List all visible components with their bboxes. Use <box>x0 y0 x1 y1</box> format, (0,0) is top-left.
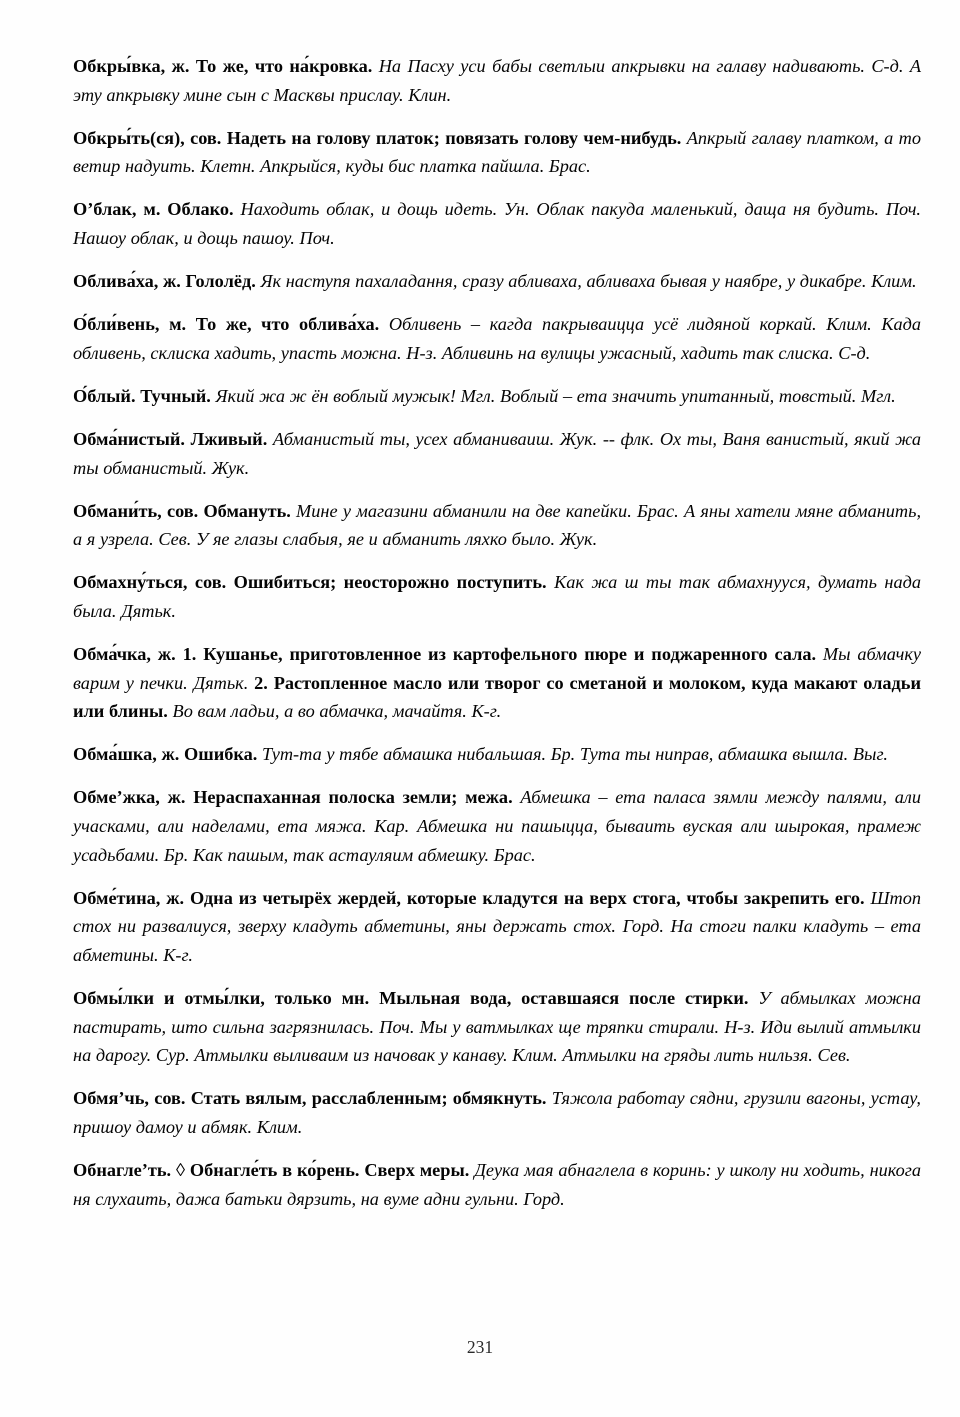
definition: Нераспаханная полоска земли; межа. <box>193 787 513 808</box>
headword: Обкры́вка, ж. <box>73 56 190 76</box>
definition: Гололёд. <box>185 271 256 292</box>
headword: Обмани́ть, сов. <box>73 500 199 521</box>
examples: Обливень – кагда пакрываицца усё лидяной коркай. Клим. Када обливень, склиска хадить, упасть можна. Н-з. Абливинь на вулицы ужасный, хадить так слиска. С-д. <box>73 314 922 363</box>
examples: Абманистый ты, усех абманиваиш. Жук. -- флк. Ох ты, Ваня ванистый, який жа ты обманистый. Жук. <box>73 428 921 478</box>
dictionary-entry <box>73 884 921 970</box>
examples: Как жа ш ты так абмахнууся, думать нада была. Дятьк. <box>73 572 921 621</box>
headword: Обнагле’ть. <box>73 1159 172 1180</box>
dictionary-entry <box>73 195 921 252</box>
dictionary-entry <box>73 1156 921 1213</box>
dictionary-entry <box>73 783 921 869</box>
headword: Обмы́лки и отмы́лки, только мн. <box>73 987 370 1008</box>
examples: Як наступя пахаладання, сразу абливаха, абливаха бывая у наябре, у дикабре. Клим. <box>260 271 917 292</box>
definition: Одна из четырёх жердей, которые кладутся на верх стога, чтобы закрепить его. <box>189 887 865 908</box>
definition: Обмануть. <box>203 500 291 521</box>
dictionary-entry <box>73 1084 921 1141</box>
page-number: 231 <box>466 1337 494 1357</box>
definition: Ошибиться; неосторожно поступить. <box>233 572 547 593</box>
definition: То же, что облива́ха. <box>195 314 380 335</box>
headword: О́блый. <box>73 385 136 406</box>
examples: Во вам ладьи, а во абмачка, мачайтя. К-г. <box>172 701 502 722</box>
definition: Мыльная вода, оставшаяся после стирки. <box>379 987 749 1008</box>
examples: Тут-та у тябе абмашка нибальшая. Бр. Тута ты ниправ, абмашка вышла. Выг. <box>262 744 888 765</box>
entry-column <box>73 52 921 1213</box>
headword: Облива́ха, ж. <box>73 271 181 292</box>
examples: У абмылках можна пастирать, што сильна загрязнилась. Поч. Мы у ватмылках ще тряпки стирали. Н-з. Иди вылий атмылки на дарогу. Сур. Атмылки выливаим из начовак у канаву. Клим. Атмылки на гряды лить нильзя. Сев. <box>73 987 922 1066</box>
examples: Деука мая абнаглела в коринь: у школу ни ходить, никога ня слухаить, дажа батьки дярзить, на вуме адни гульни. Горд. <box>73 1159 922 1209</box>
examples: Абмешка – ета паласа зямли между палями, али учасками, али наделами, ета мяжа. Кар. Абмешка ни пашыцца, бывaить вуская али шырокая, прамеж усадьбами. Бр. Как пашым, так астауляим абмешку. Брас. <box>73 787 921 865</box>
dictionary-entry <box>73 497 921 554</box>
examples: Штоп стох ни развалиуся, зверху кладуть абметины, яны держать стох. Горд. На стоги палки кладуть – ета абметины. К-г. <box>73 887 921 965</box>
definition: То же, что на́кровка. <box>195 56 373 76</box>
lozenge-icon: ◊ <box>175 1159 186 1180</box>
dictionary-entry <box>73 124 921 181</box>
definition: Облако. <box>167 199 234 220</box>
headword: Обмя’чь, сов. <box>73 1088 186 1109</box>
dictionary-entry <box>73 984 921 1070</box>
headword: Обма́шка, ж. <box>73 744 180 765</box>
dictionary-entry <box>73 52 921 109</box>
definition: Лживый. <box>190 428 268 449</box>
definition: Растопленное масло или творог со сметаной и молоком, куда макают оладьи или блины. <box>73 672 921 722</box>
headword: О́бли́вень, м. <box>73 314 187 335</box>
examples: Тяжола работау сядни, грузили вагоны, устау, пришоу дамоу и абмяк. Клим. <box>73 1088 922 1137</box>
headword: Обкры́ть(ся), сов. <box>73 127 222 148</box>
dictionary-entry <box>73 310 921 367</box>
definition: Сверх меры. <box>364 1159 470 1180</box>
examples: Апкрый галаву платком, а то ветир надуить. Клетн. Апкрыйся, куды бис платка пайшла. Брас. <box>73 127 922 177</box>
dictionary-entry <box>73 267 921 296</box>
dictionary-entry <box>73 640 921 726</box>
dictionary-entry <box>73 425 921 482</box>
headword: Обма́нистый. <box>73 428 185 449</box>
definition: Кушанье, приготовленное из картофельного пюре и поджаренного сала. <box>203 644 817 664</box>
headword: Обме’жка, ж. <box>73 787 186 808</box>
phrase: Обнагле́ть в ко́рень. <box>189 1159 360 1180</box>
headword: Обма́чка, ж. <box>73 644 176 664</box>
headword: О’блак, м. <box>73 199 161 220</box>
definition: Стать вялым, расслабленным; обмякнуть. <box>190 1088 547 1109</box>
examples: Находить облак, и дощь идеть. Ун. Облак пакуда маленький, даща ня будить. Поч. Нашоу облак, и дощь пашоу. Поч. <box>73 199 922 248</box>
sense-number: 1. <box>182 644 197 664</box>
dictionary-entry <box>73 568 921 625</box>
definition: Тучный. <box>140 385 211 406</box>
examples: Мы абмачку варим у печки. Дятьк. <box>73 644 921 693</box>
definition: Ошибка. <box>184 744 258 765</box>
examples: Який жа ж ён воблый мужык! Мгл. Воблый – ета значить упитанный, товстый. Мгл. <box>215 385 896 406</box>
examples: На Пасху уси бабы светлыи апкрывки на галаву надивають. С-д. А эту апкрывку мине сын с Масквы прислау. Клин. <box>73 56 922 105</box>
examples: Мине у магазини абманили на две капейки. Брас. А яны хатели мяне абманить, а я узрела. Сев. У яе глазы слабыя, яе и абманить ляхко было. Жук. <box>73 500 922 550</box>
sense-number: 2. <box>254 672 268 693</box>
dictionary-entry <box>73 740 921 769</box>
headword: Обме́тина, ж. <box>73 887 185 908</box>
dictionary-entry <box>73 382 921 411</box>
headword: Обмахну́ться, сов. <box>73 572 227 593</box>
definition: Надеть на голову платок; повязать голову чем-нибудь. <box>226 127 682 148</box>
